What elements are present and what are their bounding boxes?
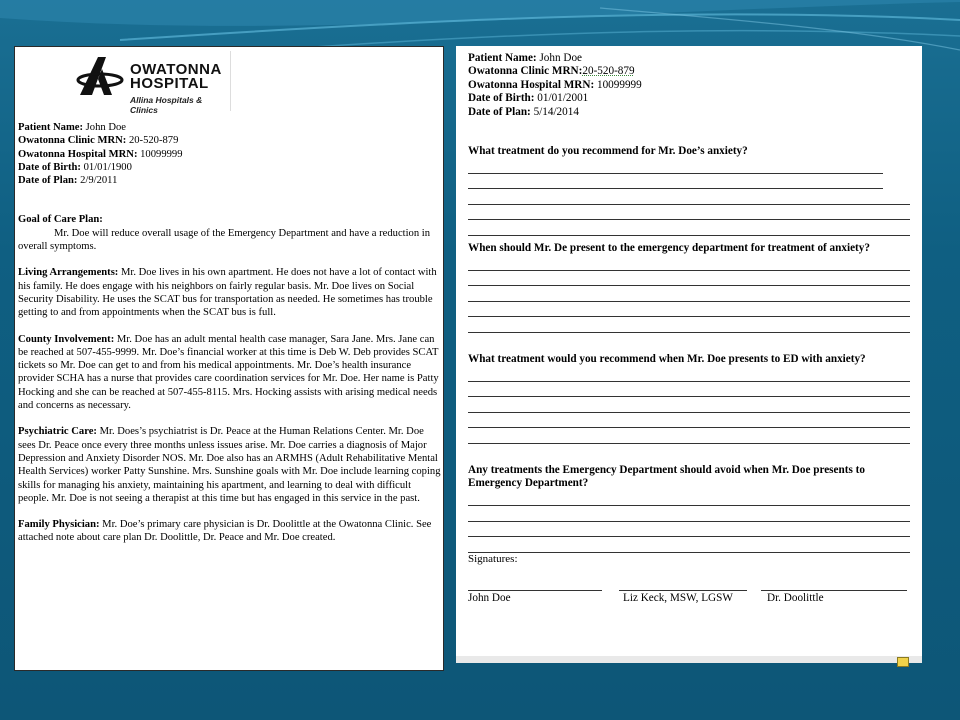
clinic-mrn-row: Owatonna Clinic MRN: 20-520-879 (18, 135, 179, 147)
question-3: What treatment would you recommend when Mr. Doe presents to ED with anxiety? (468, 352, 866, 365)
page-bottom-strip (456, 656, 922, 663)
question-4: Any treatments the Emergency Department should avoid when Mr. Doe presents to Emergency Department? (468, 463, 865, 490)
answer-line[interactable] (468, 413, 910, 429)
r-plan-date-row: Date of Plan: 5/14/2014 (468, 105, 579, 118)
answer-line[interactable] (468, 428, 910, 444)
family-physician-section: Family Physician: Mr. Doe’s primary care physician is Dr. Doolittle at the Owatonna Clinic. See attached note about care plan Dr. Doolittle, Dr. Peace and Mr. Doe created. (18, 519, 432, 544)
answer-line[interactable] (468, 286, 910, 302)
r-hospital-mrn-row: Owatonna Hospital MRN: 10099999 (468, 78, 642, 91)
answer-line[interactable] (468, 382, 910, 398)
plan-date-row: Date of Plan: 2/9/2011 (18, 175, 118, 187)
logo-name-line2: HOSPITAL (130, 75, 209, 92)
answer-line[interactable] (468, 366, 910, 382)
document-icon (897, 657, 909, 667)
patient-name-row: Patient Name: John Doe (18, 122, 126, 133)
answer-line[interactable] (468, 506, 910, 522)
owatonna-hospital-logo (70, 51, 231, 115)
answer-line[interactable] (468, 158, 883, 174)
answer-line[interactable] (468, 205, 910, 221)
ed-questionnaire-page (456, 46, 922, 663)
answer-line[interactable] (468, 522, 910, 538)
signature-john-doe[interactable]: John Doe (468, 590, 602, 605)
care-plan-page (14, 46, 444, 671)
logo-name-line1: OWATONNA (130, 61, 222, 78)
dob-row: Date of Birth: 01/01/1900 (18, 161, 132, 173)
living-arrangements-section: Living Arrangements: Mr. Doe lives in his own apartment. He does not have a lot of contact with his family. He does engage with his neighbors on fairly regular basis. Mr. Doe lives on Social Security Disability. He uses the SCAT bus for transportation as needed. He sometimes has trouble getting to and from appointments when the SCAT bus is full. (18, 267, 437, 319)
r-clinic-mrn-row: Owatonna Clinic MRN:20-520-879 (468, 65, 635, 78)
signature-row (468, 590, 910, 605)
answer-line[interactable] (468, 491, 910, 507)
questionnaire-body (468, 52, 910, 605)
answer-line[interactable] (468, 255, 910, 271)
psychiatric-care-section: Psychiatric Care: Mr. Does’s psychiatrist is Dr. Peace at the Human Relations Center. Mr. Doe sees Dr. Peace once every three months unless issues arise. Mr. Doe carries a diagnosis of Major Depression and Anxiety Disorder NOS. Mr. Doe also has an ARMHS (Adult Rehabilitative Mental Health Services) worker Patty Sunshine. Mrs. Sunshine goals with Mr. Doe include learning coping skills for managing his anxiety, maintaining his apartment, and learning to deal with difficult people. Mr. Doe is not seeing a therapist at this time but has engaged in this service in the past. (18, 426, 441, 504)
r-patient-name-row: Patient Name: John Doe (468, 52, 583, 64)
answer-line[interactable] (468, 271, 910, 287)
signature-dr-doolittle[interactable]: Dr. Doolittle (761, 590, 907, 605)
answer-line[interactable] (468, 174, 883, 190)
answer-line[interactable] (468, 220, 910, 236)
answer-line[interactable] (468, 537, 910, 553)
answer-line[interactable] (468, 397, 910, 413)
goal-text: Mr. Doe will reduce overall usage of the Emergency Department and have a reduction in overall symptoms. (18, 227, 431, 253)
allina-logo-icon (76, 53, 128, 97)
logo-subtitle: Allina Hospitals & Clinics (130, 95, 203, 115)
hospital-mrn-row: Owatonna Hospital MRN: 10099999 (18, 148, 183, 160)
answer-line[interactable] (468, 302, 910, 318)
r-dob-row: Date of Birth: 01/01/2001 (468, 92, 589, 105)
question-2: When should Mr. De present to the emergency department for treatment of anxiety? (468, 241, 870, 254)
care-plan-body (18, 121, 443, 545)
signature-liz-keck[interactable]: Liz Keck, MSW, LGSW (619, 590, 747, 605)
goal-heading: Goal of Care Plan: (18, 214, 103, 226)
county-involvement-section: County Involvement: Mr. Doe has an adult mental health case manager, Sara Jane. Mrs. Jane can be reached at 507-455-9999. Mr. Doe’s financial worker at this time is Deb W. Deb provides SCAT tickets so Mr. Doe can get to and from his medical appointments. Mr. Doe’s health insurance provider SCHA has a nurse that provides care coordination services for Mr. Doe. Her name is Patty Hocking and she can be reached at 507-455-8115. Mrs. Hocking assists with arising medical needs and concerns as necessary. (18, 333, 439, 412)
answer-line[interactable] (468, 189, 910, 205)
answer-line[interactable] (468, 317, 910, 333)
question-1: What treatment do you recommend for Mr. Doe’s anxiety? (468, 145, 748, 158)
signatures-label: Signatures: (468, 552, 518, 565)
